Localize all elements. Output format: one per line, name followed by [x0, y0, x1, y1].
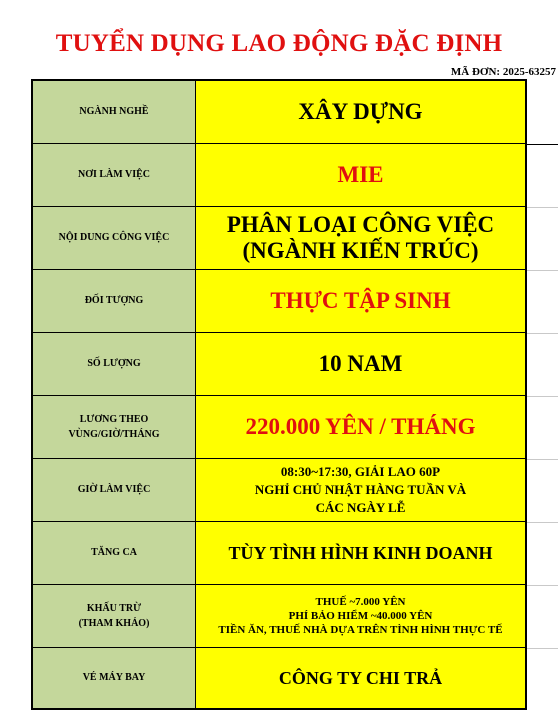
label-salary: LƯƠNG THEO VÙNG/GIỜ/THÁNG: [32, 395, 196, 458]
label-workplace: NƠI LÀM VIỆC: [32, 143, 196, 206]
row-airfare: [32, 647, 526, 709]
grid-line: [527, 585, 558, 586]
page-title: TUYỂN DỤNG LAO ĐỘNG ĐẶC ĐỊNH: [55, 30, 503, 57]
value-salary: 220.000 YÊN / THÁNG: [196, 395, 527, 458]
grid-line: [527, 333, 558, 334]
grid-line: [527, 270, 558, 271]
value-airfare: CÔNG TY CHI TRẢ: [196, 647, 527, 709]
row-salary: [32, 395, 526, 458]
value-working-hours: 08:30~17:30, GIẢI LAO 60P NGHỈ CHỦ NHẬT HÀNG TUẦN VÀ CÁC NGÀY LỄ: [196, 458, 527, 521]
row-quantity: [32, 332, 526, 395]
value-job-content: PHÂN LOẠI CÔNG VIỆC (NGÀNH KIẾN TRÚC): [196, 206, 527, 269]
grid-line: [527, 144, 558, 145]
row-deductions: [32, 584, 526, 647]
row-workplace: [32, 143, 526, 206]
value-workplace: MIE: [196, 143, 527, 206]
label-overtime: TĂNG CA: [32, 521, 196, 584]
value-quantity: 10 NAM: [196, 332, 527, 395]
value-deductions: THUẾ ~7.000 YÊN PHÍ BẢO HIỂM ~40.000 YÊN TIỀN ĂN, THUẾ NHÀ DỰA TRÊN TÌNH HÌNH THỰC TẾ: [196, 584, 527, 647]
order-code: MÃ ĐƠN: 2025-63257: [450, 66, 556, 78]
row-working-hours: [32, 458, 526, 521]
label-quantity: SỐ LƯỢNG: [32, 332, 196, 395]
label-airfare: VÉ MÁY BAY: [32, 647, 196, 709]
label-target: ĐỐI TƯỢNG: [32, 269, 196, 332]
grid-line: [527, 459, 558, 460]
row-overtime: [32, 521, 526, 584]
value-target: THỰC TẬP SINH: [196, 269, 527, 332]
grid-line: [527, 648, 558, 649]
label-deductions: KHẤU TRỪ (THAM KHẢO): [32, 584, 196, 647]
row-job-content: [32, 206, 526, 269]
grid-line: [527, 207, 558, 208]
value-industry: XÂY DỰNG: [196, 80, 527, 143]
label-industry: NGÀNH NGHỀ: [32, 80, 196, 143]
job-info-table: [31, 79, 527, 710]
row-industry: [32, 80, 526, 143]
row-target: [32, 269, 526, 332]
grid-line: [527, 522, 558, 523]
label-working-hours: GIỜ LÀM VIỆC: [32, 458, 196, 521]
grid-line: [527, 396, 558, 397]
label-job-content: NỘI DUNG CÔNG VIỆC: [32, 206, 196, 269]
value-overtime: TÙY TÌNH HÌNH KINH DOANH: [196, 521, 527, 584]
